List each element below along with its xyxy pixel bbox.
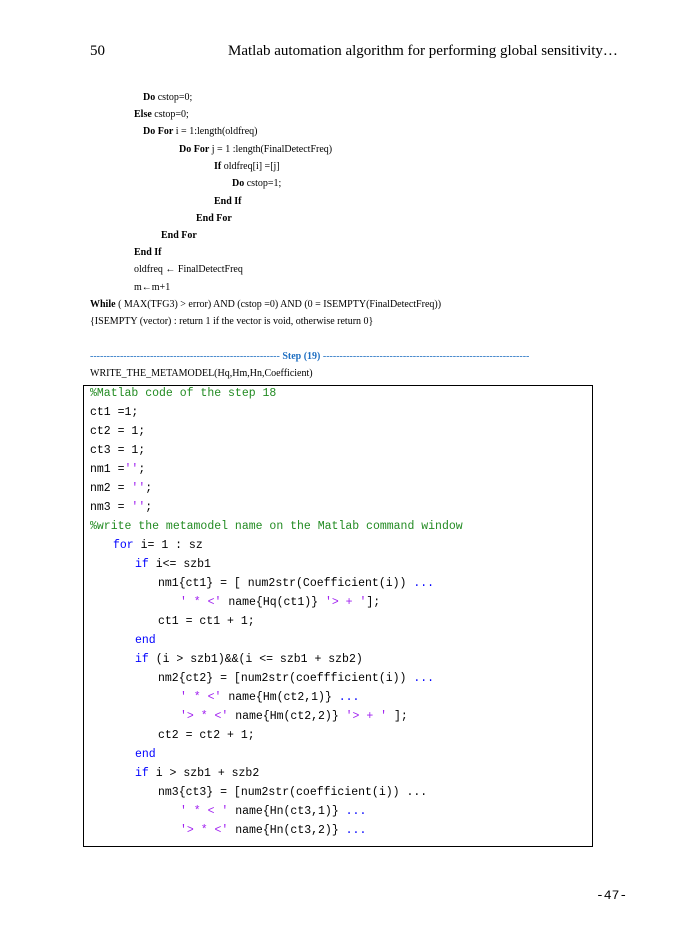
code-line [158,577,434,591]
code-line: ct2 = 1; [90,425,146,438]
algo-text: oldfreq ← FinalDetectFreq [134,264,243,275]
code-line [135,558,211,572]
code-token: name{Hm(ct2,1)} [221,691,339,704]
code-string: '' [124,463,139,476]
algo-keyword: While [90,299,116,310]
code-token: nm3{ct3} = [num2str(coefficient(i)) [158,786,407,799]
code-token: ; [145,482,153,495]
algo-line [143,92,192,104]
matlab-code-box [83,385,593,847]
code-keyword: end [135,748,156,761]
algo-keyword: Else [134,109,152,120]
divider-dashes: --------------------------------------------------------- [90,351,280,362]
code-line [113,539,203,553]
algo-text: m←m+1 [134,282,171,293]
step-label: Step (19) [279,351,323,362]
code-keyword: if [135,767,149,780]
algo-keyword: End If [214,196,242,207]
algo-line [214,196,242,208]
code-string: ' * <' [180,691,222,704]
algo-keyword: Do [232,178,245,189]
code-string: ' * <' [180,596,222,609]
algo-line [134,264,243,276]
code-token: (i > szb1)&&(i <= szb1 + szb2) [148,653,363,666]
code-token: name{Hn(ct3,1)} [228,805,346,818]
algo-keyword: Do [143,92,156,103]
algo-line [232,178,281,190]
function-call: WRITE_THE_METAMODEL(Hq,Hm,Hn,Coefficient) [90,368,313,379]
page-number: 50 [90,43,105,59]
running-title: Matlab automation algorithm for performing global sensitivity… [228,43,618,59]
algo-text: ( MAX(TFG3) > error) AND (cstop =0) AND (0 = ISEMPTY(FinalDetectFreq)) [115,299,442,310]
code-continuation: ... [413,672,435,685]
code-string: ' * < ' [180,805,229,818]
code-token: i > szb1 + szb2 [148,767,260,780]
algo-text: cstop=0; [151,109,189,120]
code-line [135,767,259,781]
code-line [90,482,152,496]
code-keyword: for [113,539,134,552]
code-token: nm2{ct2} = [num2str(coeffficient(i)) [158,672,414,685]
code-keyword: end [135,634,156,647]
code-line [158,786,427,800]
code-continuation: ... [345,824,367,837]
code-continuation: ... [338,691,360,704]
code-token: nm1 = [90,463,125,476]
code-token: ]; [387,710,408,723]
step-divider [90,351,529,362]
code-token: name{Hq(ct1)} [221,596,325,609]
code-line [180,805,366,819]
algo-line [134,109,189,121]
page-footer-number: -47- [596,888,628,903]
code-line: ct3 = 1; [90,444,146,457]
algo-text: cstop=0; [155,92,193,103]
code-string: '> * <' [180,710,229,723]
code-keyword: if [135,653,149,666]
algo-keyword: End For [161,230,197,241]
code-string: '' [131,482,146,495]
algo-text: cstop=1; [244,178,282,189]
code-token: ; [145,501,153,514]
algo-keyword: End If [134,247,162,258]
algo-keyword: Do For [179,144,210,155]
algo-line [196,213,232,225]
code-line [158,672,434,686]
code-continuation: ... [406,786,428,799]
algo-keyword: Do For [143,126,174,137]
code-string: '> + ' [345,710,388,723]
algo-line [90,299,441,311]
algo-text: oldfreq[i] =[j] [221,161,280,172]
code-line [180,710,408,724]
code-line [90,501,152,515]
code-line [180,596,380,610]
algo-line [161,230,197,242]
code-token: nm1{ct1} = [ num2str(Coefficient(i)) [158,577,414,590]
algo-line [143,126,258,138]
code-token: nm3 = [90,501,132,514]
algo-text: i = 1:length(oldfreq) [173,126,258,137]
code-token: nm2 = [90,482,132,495]
divider-dashes: -------------------------------------------------------------- [322,351,530,362]
code-line [90,463,145,477]
code-keyword: if [135,558,149,571]
code-comment: %Matlab code of the step 18 [90,387,277,400]
algo-line [179,144,332,156]
algo-line [90,316,373,328]
code-line [180,691,359,705]
code-token: name{Hn(ct3,2)} [228,824,346,837]
code-token: name{Hm(ct2,2)} [228,710,346,723]
code-string: '> * <' [180,824,229,837]
code-continuation: ... [345,805,367,818]
code-line: ct2 = ct2 + 1; [158,729,255,742]
algo-line [134,247,162,259]
algo-text: j = 1 :length(FinalDetectFreq) [209,144,333,155]
code-line: ct1 =1; [90,406,139,419]
code-token: ]; [366,596,381,609]
code-line [135,653,363,667]
code-line: ct1 = ct1 + 1; [158,615,255,628]
code-token: i= 1 : sz [133,539,203,552]
code-line [180,824,366,838]
algo-keyword: End For [196,213,232,224]
algo-line [134,282,170,294]
code-string: '> + ' [324,596,367,609]
code-continuation: ... [413,577,435,590]
code-token: i<= szb1 [148,558,211,571]
algo-text: {ISEMPTY (vector) : return 1 if the vector is void, otherwise return 0} [90,316,374,327]
algo-keyword: If [214,161,222,172]
code-comment: %write the metamodel name on the Matlab command window [90,520,463,533]
algo-line [214,161,280,173]
code-token: ; [138,463,146,476]
code-string: '' [131,501,146,514]
